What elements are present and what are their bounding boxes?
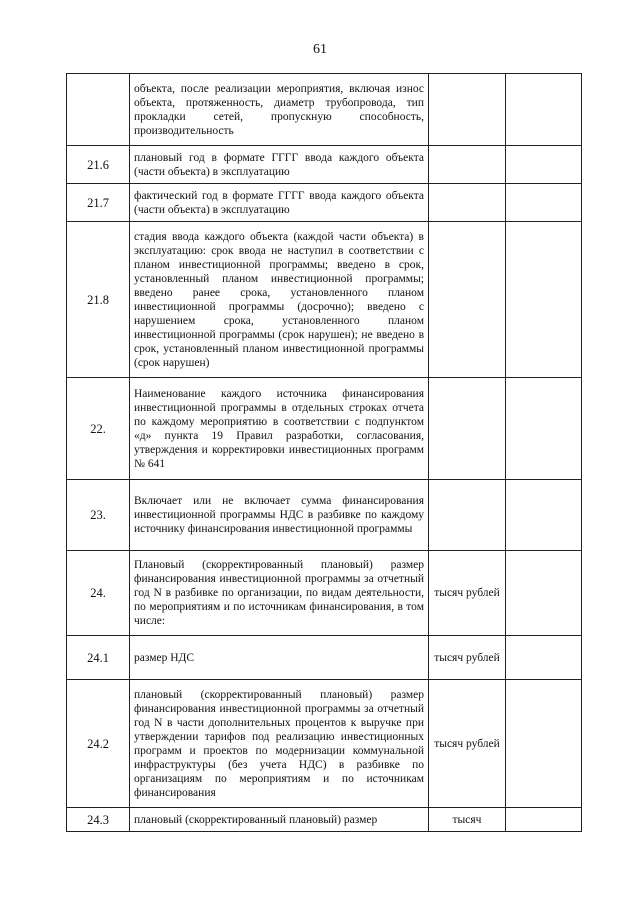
row-value-cell (506, 222, 582, 378)
row-description-cell (130, 146, 429, 184)
row-description-cell (130, 480, 429, 551)
row-description-cell (130, 636, 429, 680)
table-row (67, 222, 582, 378)
row-number-cell (67, 551, 130, 636)
row-description-cell (130, 222, 429, 378)
table-row (67, 378, 582, 480)
row-description-text: объекта, после реализации мероприятия, включая износ объекта, протяженность, диаметр трубопровода, тип прокладки сетей, пропускную способность, производительность (134, 82, 424, 137)
indicator-table (66, 73, 582, 832)
row-value-cell (506, 636, 582, 680)
row-number-text: 21.6 (87, 157, 109, 172)
row-unit-text: тысяч рублей (434, 737, 500, 750)
row-value-cell (506, 146, 582, 184)
row-value-cell (506, 74, 582, 146)
row-number-text: 21.8 (87, 292, 109, 307)
row-unit-cell (429, 680, 506, 808)
row-unit-cell (429, 808, 506, 832)
row-number-text: 24. (90, 586, 106, 600)
row-unit-cell (429, 222, 506, 378)
row-description-text: Наименование каждого источника финансирования инвестиционной программы в отдельных строках отчета по каждому мероприятию в соответствии с подпунктом «д» пункта 19 Правил разработки, согласования, утверждения и корректировки инвестиционных программ № 641 (134, 387, 424, 470)
row-unit-cell (429, 636, 506, 680)
row-number-cell (67, 146, 130, 184)
row-description-text: плановый (скорректированный плановый) размер (134, 813, 378, 826)
table-row (67, 74, 582, 146)
row-description-text: Плановый (скорректированный плановый) размер финансирования инвестиционной программы за отчетный год N в разбивке по организации, по видам деятельности, по мероприятиям и по источникам финансирования, в том числе: (134, 559, 424, 627)
table-row (67, 551, 582, 636)
row-unit-text: тысяч рублей (434, 651, 500, 664)
row-number-cell (67, 680, 130, 808)
row-description-text: плановый (скорректированный плановый) размер финансирования инвестиционной программы за отчетный год N в части дополнительных процентов к выручке при утверждении тарифов под реализацию инвестиционных программ и проектов по модернизации коммунальной инфраструктуры (без учета НДС) в разбивке по организациям по мероприятиям и по источникам финансирования (134, 688, 424, 799)
row-number-text: 24.1 (87, 650, 109, 665)
row-description-text: фактический год в формате ГГГГ ввода каждого объекта (части объекта) в эксплуатацию (134, 189, 424, 216)
table-row (67, 184, 582, 222)
row-unit-cell (429, 74, 506, 146)
row-number-text: 22. (90, 421, 106, 436)
row-number-text: 24.2 (87, 736, 109, 751)
row-number-cell (67, 222, 130, 378)
table-row (67, 680, 582, 808)
row-unit-cell (429, 378, 506, 480)
row-number-cell (67, 74, 130, 146)
table-row (67, 808, 582, 832)
row-description-cell (130, 551, 429, 636)
table-row (67, 480, 582, 551)
row-unit-cell (429, 184, 506, 222)
table-row (67, 636, 582, 680)
row-value-cell (506, 808, 582, 832)
row-description-text: Включает или не включает сумма финансирования инвестиционной программы НДС в разбивке по каждому источнику финансирования инвестиционной программы (134, 495, 424, 535)
row-number-cell (67, 636, 130, 680)
row-description-cell (130, 378, 429, 480)
row-number-cell (67, 480, 130, 551)
row-value-cell (506, 480, 582, 551)
row-description-text: стадия ввода каждого объекта (каждой части объекта) в эксплуатацию: срок ввода не наступил в соответствии с планом инвестиционной программы; введено в срок, установленный планом инвестиционной программы; введено ранее срока, установленного планом инвестиционной программы (досрочно); введено с нарушением срока, установленного планом инвестиционной программы (срок нарушен); не введено в срок, установленный планом инвестиционной программы (срок нарушен) (134, 230, 424, 369)
row-value-cell (506, 680, 582, 808)
row-number-cell (67, 184, 130, 222)
row-description-text: плановый год в формате ГГГГ ввода каждого объекта (части объекта) в эксплуатацию (134, 151, 424, 178)
row-unit-cell (429, 146, 506, 184)
row-number-text: 24.3 (87, 812, 109, 827)
page-number: 61 (313, 42, 327, 57)
row-description-cell (130, 808, 429, 832)
row-number-cell (67, 378, 130, 480)
row-number-text: 21.7 (87, 195, 109, 210)
row-unit-cell (429, 480, 506, 551)
row-number-cell (67, 808, 130, 832)
row-description-text: размер НДС (134, 651, 195, 664)
row-unit-text: тысяч рублей (434, 587, 500, 599)
row-description-cell (130, 680, 429, 808)
row-description-cell (130, 184, 429, 222)
row-unit-text: тысяч (452, 813, 482, 826)
row-description-cell (130, 74, 429, 146)
table-row (67, 146, 582, 184)
row-value-cell (506, 184, 582, 222)
row-unit-cell (429, 551, 506, 636)
row-value-cell (506, 378, 582, 480)
row-value-cell (506, 551, 582, 636)
row-number-text: 23. (90, 508, 106, 522)
